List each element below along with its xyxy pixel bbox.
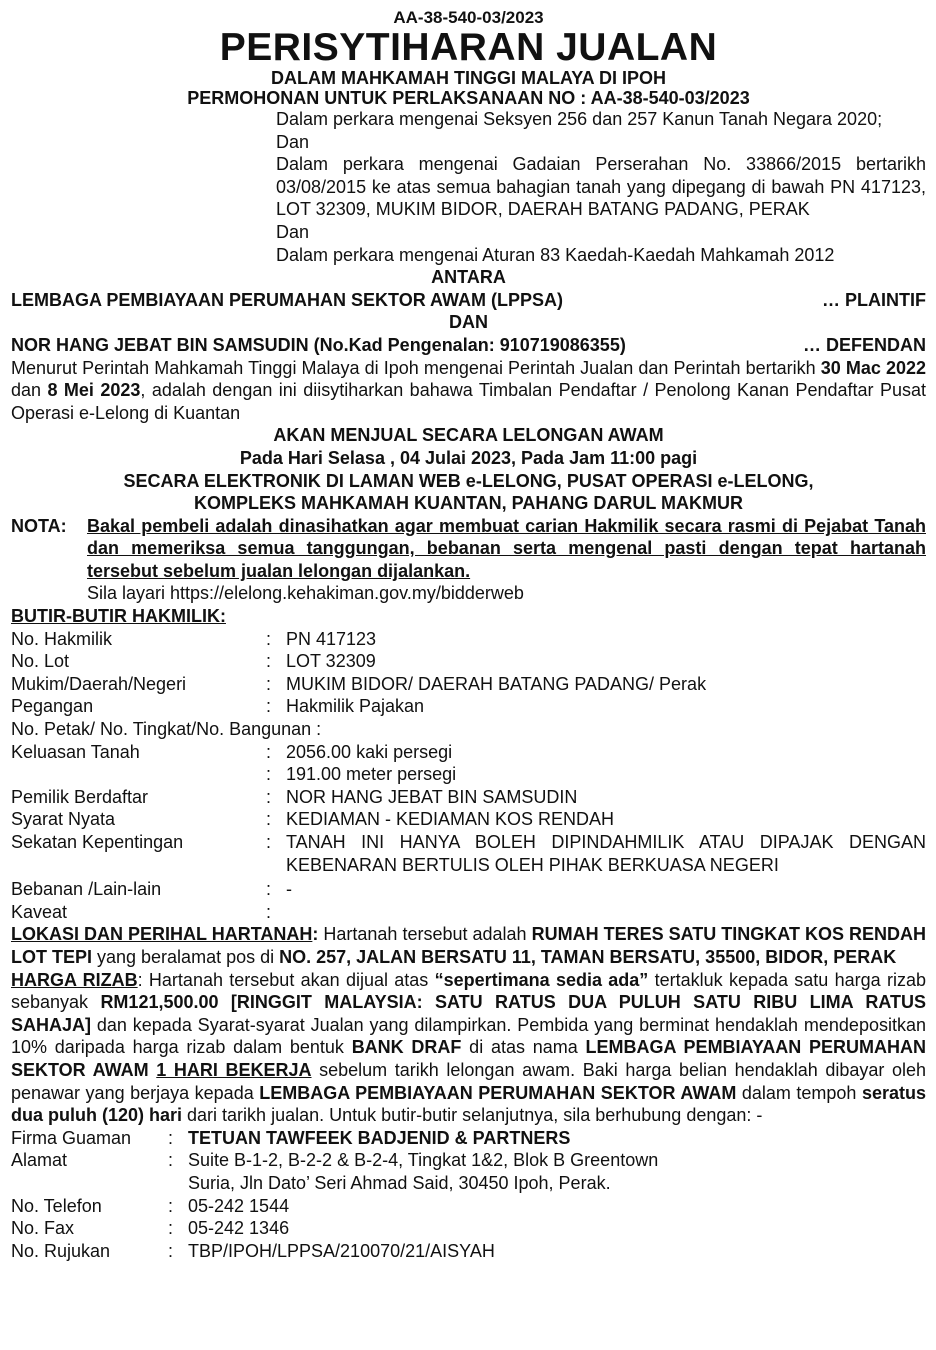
row-value: Hakmilik Pajakan (286, 696, 425, 717)
row-colon: : (266, 651, 272, 672)
auction-venue-line-2: KOMPLEKS MAHKAMAH KUANTAN, PAHANG DARUL MAKMUR (194, 493, 743, 514)
nota-section (11, 515, 926, 605)
defendant-role: … DEFENDAN (802, 334, 926, 355)
row-label: Bebanan /Lain-lain (11, 879, 162, 900)
reserve-period: seratus dua puluh (120) hari (11, 1082, 926, 1126)
and-label: DAN (449, 312, 488, 333)
title-details-heading: BUTIR-BUTIR HAKMILIK: (11, 606, 226, 627)
contact-phone-row (11, 1195, 926, 1218)
row-value: MUKIM BIDOR/ DAERAH BATANG PADANG/ Perak (286, 673, 707, 694)
order-date-2: 8 Mei 2023 (47, 380, 141, 401)
row-colon: : (168, 1195, 174, 1216)
nota-website: Sila layari https://elelong.kehakiman.gov.my/bidderweb (87, 583, 524, 604)
row-colon: : (266, 628, 272, 649)
reserve-text-3: dan kepada Syarat-syarat Jualan yang dilampirkan. Pembida yang berminat hendaklah mendepositkan 10% daripada harga rizab dalam bentuk (11, 1014, 926, 1058)
location-paragraph (11, 923, 926, 968)
plaintiff-row (11, 289, 926, 312)
row-label: Syarat Nyata (11, 809, 116, 830)
title-row-mukim (11, 673, 926, 696)
reserve-text-7: dalam tempoh (736, 1082, 862, 1103)
row-label: No. Hakmilik (11, 628, 113, 649)
row-label: Keluasan Tanah (11, 741, 140, 762)
contact-reference-row (11, 1240, 926, 1263)
row-value: PN 417123 (286, 628, 377, 649)
reference-number: TBP/IPOH/LPPSA/210070/21/AISYAH (188, 1240, 495, 1261)
row-value: - (286, 879, 292, 900)
reserve-heading: HARGA RIZAB (11, 969, 138, 990)
title-row-lot (11, 650, 926, 673)
property-type: RUMAH TERES SATU TINGKAT KOS RENDAH LOT TEPI (11, 924, 926, 967)
row-colon: : (168, 1218, 174, 1239)
address-line-2: Suria, Jln Dato’ Seri Ahmad Said, 30450 Ipoh, Perak. (188, 1172, 611, 1193)
reference-label: No. Rujukan (11, 1240, 111, 1261)
firm-label: Firma Guaman (11, 1127, 132, 1148)
location-colon: : (312, 924, 319, 945)
contact-firm-row (11, 1127, 926, 1150)
row-colon: : (266, 673, 272, 694)
row-colon: : (266, 832, 272, 852)
matter-2: Dalam perkara mengenai Gadaian Perserahan No. 33866/2015 bertarikh 03/08/2015 ke atas semua bahagian tanah yang dipegang di bawah PN 417123, LOT 32309, MUKIM BIDOR, DAERAH BATANG PADANG, PERAK (276, 154, 926, 220)
location-heading: LOKASI DAN PERIHAL HARTANAH (11, 924, 313, 945)
phone-label: No. Telefon (11, 1195, 102, 1216)
between-label: ANTARA (431, 267, 506, 288)
court-name: DALAM MAHKAMAH TINGGI MALAYA DI IPOH (271, 68, 666, 88)
row-colon: : (266, 809, 272, 830)
title-row-keluasan-meter (11, 763, 926, 786)
title-row-bebanan (11, 878, 926, 901)
case-number: AA-38-540-03/2023 (393, 8, 544, 27)
reserve-payee-1: LEMBAGA PEMBIAYAAN PERUMAHAN SEKTOR AWAM (11, 1037, 927, 1080)
row-label: Mukim/Daerah/Negeri (11, 673, 187, 694)
contact-fax-row (11, 1217, 926, 1240)
row-label: No. Lot (11, 651, 70, 672)
row-value: TANAH INI HANYA BOLEH DIPINDAHMILIK ATAU DIPAJAK DENGAN KEBENARAN BERTULIS OLEH PIHAK BERKUASA NEGERI (286, 832, 926, 875)
property-address: NO. 257, JALAN BERSATU 11, TAMAN BERSATU, 35500, BIDOR, PERAK (279, 946, 897, 967)
plaintiff-role: … PLAINTIF (822, 289, 926, 310)
location-text-2: yang beralamat pos di (92, 946, 280, 967)
title-row-petak: No. Petak/ No. Tingkat/No. Bangunan : (11, 719, 322, 740)
reserve-payee-2: LEMBAGA PEMBIAYAAN PERUMAHAN SEKTOR AWAM (259, 1082, 737, 1103)
title-row-kaveat (11, 901, 926, 924)
location-text-1: Hartanah tersebut adalah (318, 924, 532, 945)
row-value: 191.00 meter persegi (286, 764, 457, 785)
row-colon: : (266, 764, 272, 785)
reserve-bold-1: “sepertimana sedia ada” (434, 969, 649, 990)
nota-body (87, 515, 926, 605)
defendant-name: NOR HANG JEBAT BIN SAMSUDIN (No.Kad Pengenalan: 910719086355) (11, 334, 626, 355)
matter-and-2: Dan (276, 221, 310, 242)
row-colon: : (168, 1240, 174, 1261)
title-row-hakmilik (11, 628, 926, 651)
order-text-3: , adalah dengan ini diisytiharkan bahawa Timbalan Pendaftar / Penolong Kanan Pendaftar Pusat Operasi e-Lelong di Kuantan (11, 380, 926, 423)
reserve-price-paragraph (11, 969, 926, 1127)
title-row-sekatan (11, 831, 926, 876)
reserve-text-6: sebelum tarikh lelongan awam. Baki harga belian hendaklah dibayar oleh penawar yang berjaya kepada (11, 1059, 927, 1103)
application-number: PERMOHONAN UNTUK PERLAKSANAAN NO : AA-38-540-03/2023 (187, 88, 750, 108)
nota-warning: Bakal pembeli adalah dinasihatkan agar membuat carian Hakmilik secara rasmi di Pejabat Tanah dan memeriksa semua tanggungan, bebanan serta mengenal pasti dengan tepat hartanah tersebut sebelum jualan lelongan dijalankan. (87, 515, 926, 581)
auction-date-line: Pada Hari Selasa , 04 Julai 2023, Pada Jam 11:00 pagi (239, 447, 698, 468)
matter-1: Dalam perkara mengenai Seksyen 256 dan 257 Kanun Tanah Negara 2020; (276, 109, 883, 129)
address-line-1: Suite B-1-2, B-2-2 & B-2-4, Tingkat 1&2, Blok B Greentown (188, 1150, 659, 1171)
contact-address-row (11, 1149, 926, 1194)
order-text-2: dan (11, 380, 48, 401)
row-value: LOT 32309 (286, 651, 376, 672)
row-label: Pegangan (11, 696, 94, 717)
title-row-syarat (11, 808, 926, 831)
title-row-pegangan (11, 695, 926, 718)
reserve-text-2: tertakluk kepada satu harga rizab sebanyak (11, 969, 926, 1013)
row-label: Sekatan Kepentingan (11, 832, 184, 852)
title-row-pemilik (11, 786, 926, 809)
reserve-deadline: 1 HARI BEKERJA (156, 1059, 312, 1080)
matter-and-1: Dan (276, 131, 310, 152)
title-row-keluasan (11, 741, 926, 764)
reserve-text-8: dari tarikh jualan. Untuk butir-butir selanjutnya, sila berhubung dengan: - (182, 1105, 763, 1126)
row-value (286, 901, 926, 924)
reserve-text-4: di atas nama (461, 1037, 586, 1058)
reserve-bank-draft: BANK DRAF (351, 1037, 462, 1058)
row-colon: : (266, 741, 272, 762)
row-colon: : (266, 901, 272, 922)
row-value: KEDIAMAN - KEDIAMAN KOS RENDAH (286, 809, 615, 830)
document-title: PERISYTIHARAN JUALAN (219, 26, 718, 69)
row-value: NOR HANG JEBAT BIN SAMSUDIN (286, 786, 578, 807)
reserve-text-1: : Hartanah tersebut akan dijual atas (137, 969, 435, 990)
row-colon: : (266, 786, 272, 807)
plaintiff-name: LEMBAGA PEMBIAYAAN PERUMAHAN SEKTOR AWAM (LPPSA) (11, 289, 564, 310)
matter-3: Dalam perkara mengenai Aturan 83 Kaedah-Kaedah Mahkamah 2012 (276, 244, 835, 265)
fax-number: 05-242 1346 (188, 1218, 290, 1239)
auction-line-1: AKAN MENJUAL SECARA LELONGAN AWAM (273, 425, 664, 446)
order-date-1: 30 Mac 2022 (820, 357, 926, 378)
firm-name: TETUAN TAWFEEK BADJENID & PARTNERS (188, 1127, 571, 1148)
address-value (188, 1149, 926, 1194)
order-text-1: Menurut Perintah Mahkamah Tinggi Malaya di Ipoh mengenai Perintah Jualan dan Perintah bertarikh (11, 357, 821, 378)
address-label: Alamat (11, 1150, 68, 1171)
nota-label: NOTA: (11, 515, 67, 536)
row-label (11, 763, 266, 786)
reserve-amount: RM121,500.00 [RINGGIT MALAYSIA: SATU RATUS DUA PULUH SATU RIBU LIMA RATUS SAHAJA] (11, 992, 926, 1035)
defendant-row (11, 334, 926, 357)
court-order-paragraph (11, 357, 926, 425)
row-colon: : (266, 879, 272, 900)
row-label: Pemilik Berdaftar (11, 786, 149, 807)
phone-number: 05-242 1544 (188, 1195, 290, 1216)
row-colon: : (168, 1150, 174, 1171)
auction-venue-line-1: SECARA ELEKTRONIK DI LAMAN WEB e-LELONG, PUSAT OPERASI e-LELONG, (123, 470, 814, 491)
fax-label: No. Fax (11, 1218, 75, 1239)
row-label: Kaveat (11, 901, 68, 922)
row-colon: : (266, 696, 272, 717)
row-colon: : (168, 1127, 174, 1148)
row-value: 2056.00 kaki persegi (286, 741, 453, 762)
